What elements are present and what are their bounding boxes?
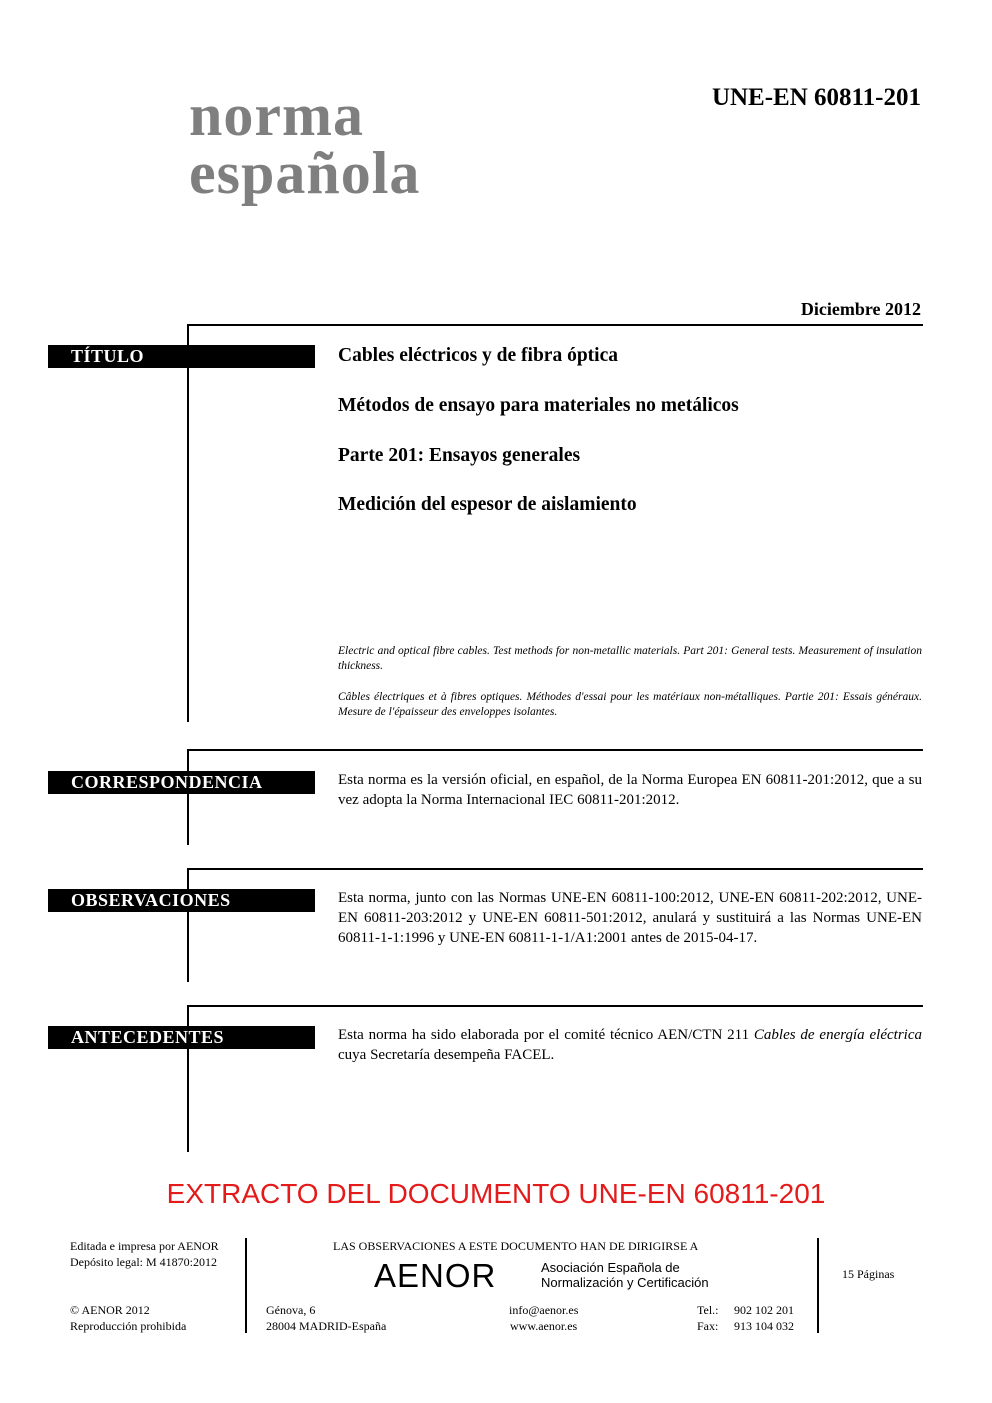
- footer-deposit: Depósito legal: M 41870:2012: [70, 1255, 217, 1269]
- title-line-1: Cables eléctricos y de fibra óptica: [338, 345, 618, 366]
- english-title: Electric and optical fibre cables. Test methods for non-metallic materials. Part 201: General tests. Measurement of insulation thickness.: [338, 645, 922, 672]
- antecedentes-text-start: Esta norma ha sido elaborada por el comité técnico AEN/CTN 211: [338, 1027, 754, 1043]
- footer-divider-right: [817, 1238, 819, 1333]
- brand-norma: norma: [189, 82, 364, 148]
- titulo-label: TÍTULO: [48, 345, 315, 368]
- titulo-vertical-rule: [187, 324, 189, 722]
- brand-espanola: española: [189, 140, 421, 206]
- footer-web[interactable]: www.aenor.es: [510, 1319, 578, 1333]
- observaciones-rule: [188, 868, 923, 870]
- aenor-logo: AENOR: [374, 1257, 497, 1294]
- footer-tel: 902 102 201: [734, 1303, 794, 1317]
- observaciones-text: Esta norma, junto con las Normas UNE-EN 60811-100:2012, UNE-EN 60811-202:2012, UNE-EN 60811-203:2012 y UNE-EN 60811-501:2012, anulará y sustituirá a las Normas UNE-EN 60811-1-1:1996 y UNE-EN 60811-1-1/A1:2001 antes de 2015-04-17.: [338, 890, 922, 946]
- footer-reproduction: Reproducción prohibida: [70, 1319, 187, 1333]
- footer-copyright: © AENOR 2012: [70, 1303, 150, 1317]
- aenor-assoc-line2: Normalización y Certificación: [541, 1275, 709, 1290]
- correspondencia-text: Esta norma es la versión oficial, en español, de la Norma Europea EN 60811-201:2012, que a su vez adopta la Norma Internacional IEC 60811-201:2012.: [338, 772, 922, 808]
- observaciones-label: OBSERVACIONES: [48, 889, 315, 912]
- title-line-3: Parte 201: Ensayos generales: [338, 445, 581, 466]
- footer-fax: 913 104 032: [734, 1319, 794, 1333]
- footer-address-line1: Génova, 6: [266, 1303, 316, 1317]
- footer-divider-left: [245, 1238, 247, 1333]
- footer-address-line2: 28004 MADRID-España: [266, 1319, 387, 1333]
- antecedentes-text: [338, 1025, 922, 1065]
- antecedentes-rule: [188, 1005, 923, 1007]
- footer-edited: Editada e impresa por AENOR: [70, 1239, 219, 1253]
- antecedentes-text-end: cuya Secretaría desempeña FACEL.: [338, 1047, 555, 1063]
- correspondencia-label: CORRESPONDENCIA: [48, 771, 315, 794]
- antecedentes-label: ANTECEDENTES: [48, 1026, 315, 1049]
- standard-code: UNE-EN 60811-201: [711, 84, 921, 111]
- footer-fax-label: Fax:: [697, 1319, 719, 1333]
- titulo-rule: [188, 324, 923, 326]
- aenor-association: [541, 1260, 709, 1290]
- footer-email[interactable]: info@aenor.es: [509, 1303, 579, 1317]
- extract-notice: EXTRACTO DEL DOCUMENTO UNE-EN 60811-201: [166, 1178, 826, 1209]
- aenor-assoc-line1: Asociación Española de: [541, 1260, 680, 1275]
- title-line-4: Medición del espesor de aislamiento: [338, 494, 637, 515]
- french-title: Câbles électriques et à fibres optiques. Méthodes d'essai pour les matériaux non-métalliques. Partie 201: Essais généraux. Mesure de l'épaisseur des enveloppes isolantes.: [338, 691, 922, 718]
- observaciones-vertical-rule: [187, 868, 189, 982]
- publication-date: Diciembre 2012: [800, 299, 921, 319]
- footer-tel-label: Tel.:: [697, 1303, 719, 1317]
- committee-name: Cables de energía eléctrica: [753, 1027, 922, 1043]
- title-line-2: Métodos de ensayo para materiales no metálicos: [338, 395, 739, 416]
- footer-observations-header: LAS OBSERVACIONES A ESTE DOCUMENTO HAN DE DIRIGIRSE A: [333, 1239, 699, 1253]
- footer-pages: 15 Páginas: [842, 1267, 895, 1281]
- correspondencia-vertical-rule: [187, 749, 189, 845]
- correspondencia-rule: [188, 749, 923, 751]
